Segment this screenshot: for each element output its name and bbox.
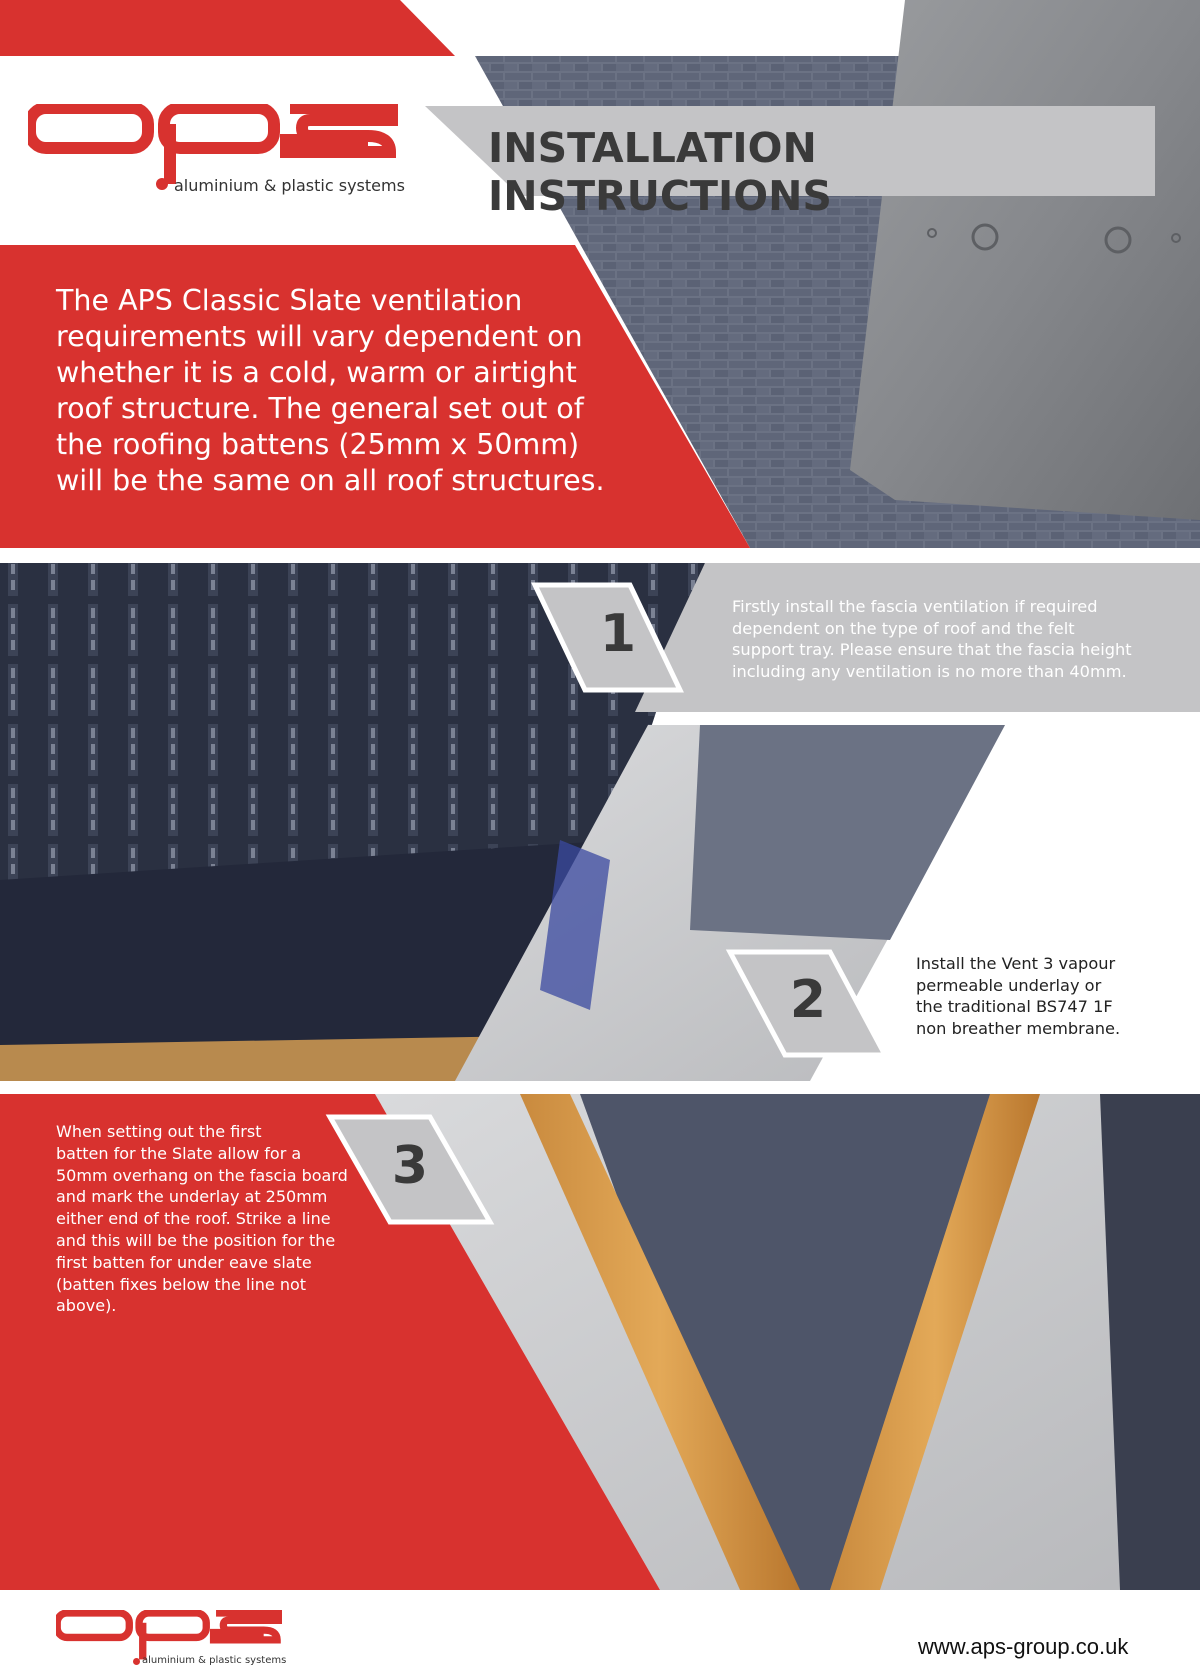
step-3-line: above). bbox=[56, 1296, 117, 1316]
step-3-number: 3 bbox=[391, 1136, 429, 1196]
intro-line: whether it is a cold, warm or airtight bbox=[56, 356, 577, 389]
step-1-line: Firstly install the fascia ventilation if required bbox=[732, 597, 1098, 616]
step-1-line: support tray. Please ensure that the fascia height bbox=[732, 640, 1132, 659]
step-2-number: 2 bbox=[789, 970, 827, 1030]
intro-line: will be the same on all roof structures. bbox=[56, 464, 605, 497]
logo-dot bbox=[156, 178, 168, 190]
step-1-line: dependent on the type of roof and the felt bbox=[732, 618, 1075, 638]
step-2-line: the traditional BS747 1F bbox=[916, 997, 1113, 1016]
step-3-line: 50mm overhang on the fascia board bbox=[56, 1165, 348, 1185]
step-3-line: either end of the roof. Strike a line bbox=[56, 1209, 331, 1229]
page-title: INSTALLATION INSTRUCTIONS bbox=[488, 124, 832, 220]
step-3-line: first batten for under eave slate bbox=[56, 1252, 312, 1272]
footer-logo-tagline: aluminium & plastic systems bbox=[142, 1655, 287, 1666]
logo-tagline: aluminium & plastic systems bbox=[174, 176, 405, 195]
intro-line: roof structure. The general set out of bbox=[56, 392, 584, 425]
step-1-number: 1 bbox=[599, 604, 637, 664]
step-3-line: and this will be the position for the bbox=[56, 1230, 336, 1250]
website-link[interactable]: www.aps-group.co.uk bbox=[918, 1634, 1129, 1659]
step-2-line: permeable underlay or bbox=[916, 975, 1102, 995]
step-2-line: non breather membrane. bbox=[916, 1018, 1121, 1038]
step-1-line: including any ventilation is no more than 40mm. bbox=[732, 661, 1127, 681]
step-3-line: and mark the underlay at 250mm bbox=[56, 1187, 328, 1207]
footer-logo-dot bbox=[133, 1658, 140, 1665]
intro-line: requirements will vary dependent on bbox=[56, 320, 583, 353]
aps-logo bbox=[28, 104, 398, 184]
step-2-text bbox=[916, 953, 1186, 1039]
step-3-line: batten for the Slate allow for a bbox=[56, 1143, 302, 1163]
intro-line: The APS Classic Slate ventilation bbox=[56, 284, 523, 317]
step-3-text bbox=[56, 1121, 376, 1317]
step-1-text bbox=[732, 596, 1192, 682]
intro-text bbox=[56, 283, 696, 499]
intro-line: the roofing battens (25mm x 50mm) bbox=[56, 428, 580, 461]
step-3-line: (batten fixes below the line not bbox=[56, 1274, 307, 1294]
aps-logo-footer bbox=[56, 1610, 282, 1660]
step-2-line: Install the Vent 3 vapour bbox=[916, 954, 1116, 973]
step-3-line: When setting out the first bbox=[56, 1122, 262, 1141]
